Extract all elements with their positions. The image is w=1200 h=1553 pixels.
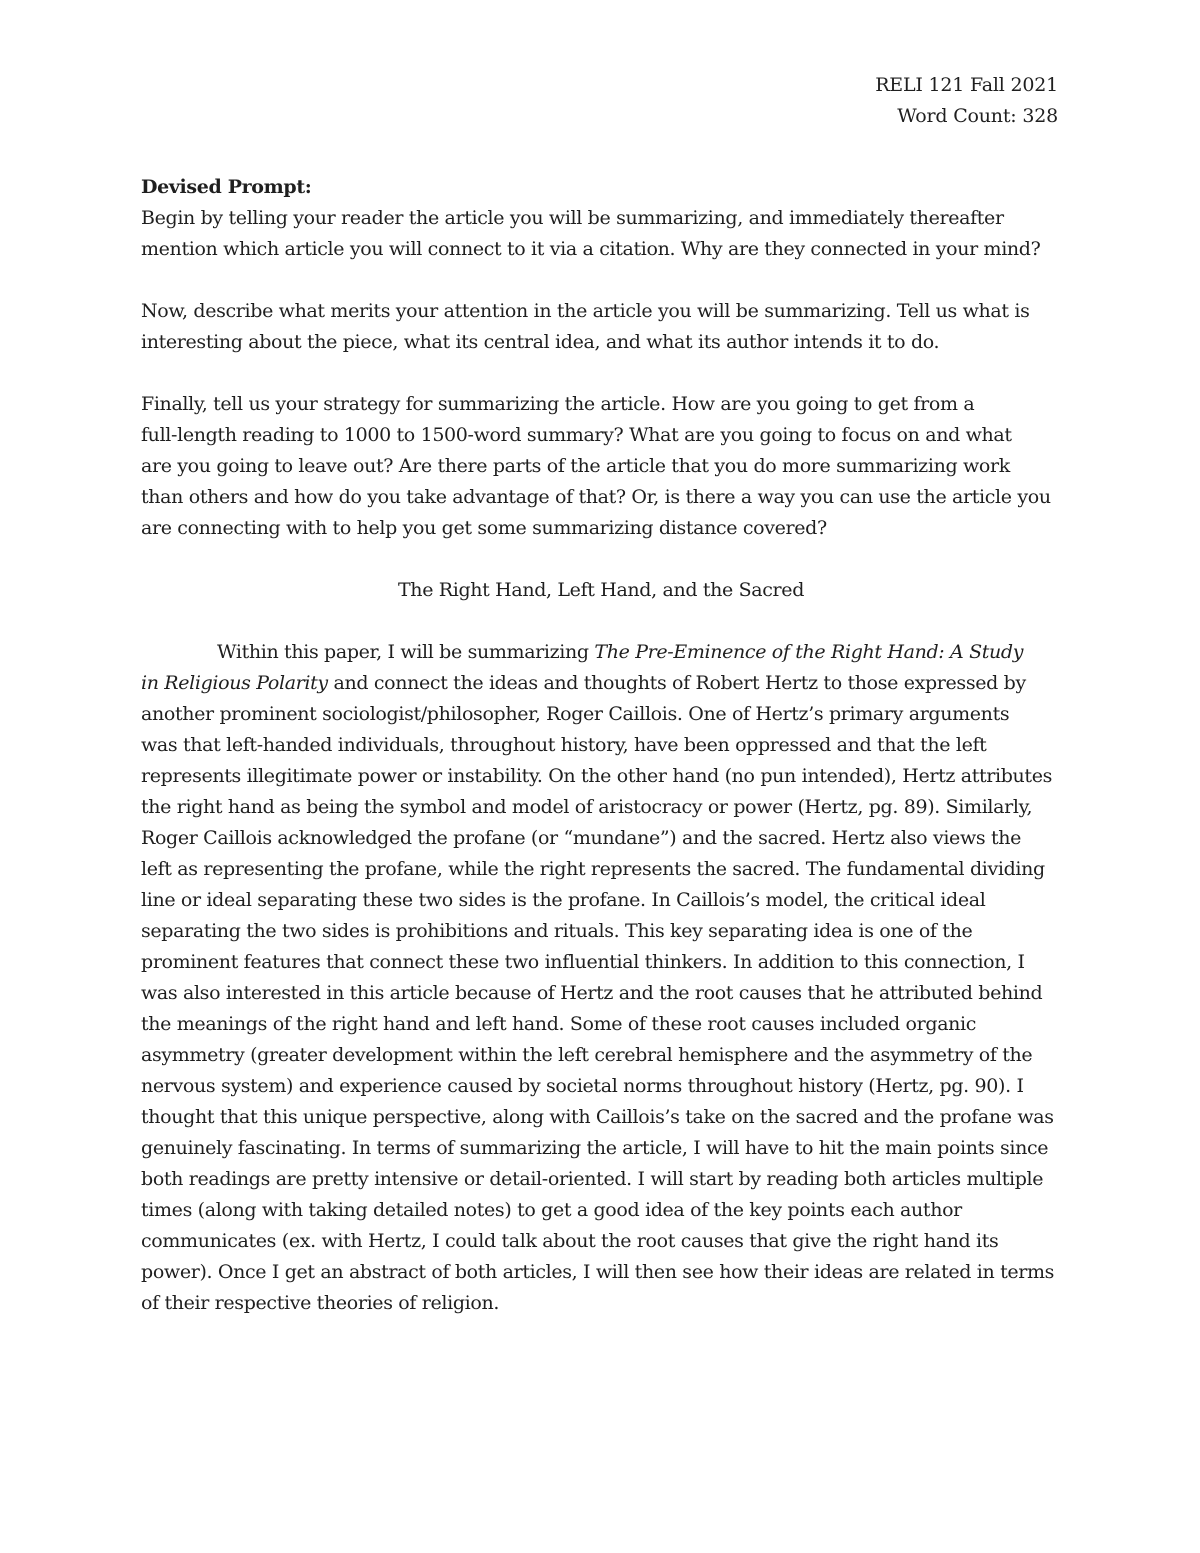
essay-line: genuinely fascinating. In terms of summarizing the article, I will have to hit the main points since [141, 1137, 1049, 1159]
essay-line: represents illegitimate power or instability. On the other hand (no pun intended), Hertz attributes [141, 765, 1052, 787]
essay-line: the meanings of the right hand and left hand. Some of these root causes included organic [141, 1013, 977, 1035]
prompt-line: Now, describe what merits your attention in the article you will be summarizing. Tell us what is [141, 300, 1030, 322]
essay-first-line [141, 637, 1061, 668]
essay-line: thought that this unique perspective, along with Caillois’s take on the sacred and the profane was [141, 1106, 1054, 1128]
prompt-paragraph-1 [141, 203, 1061, 265]
essay-line: line or ideal separating these two sides is the profane. In Caillois’s model, the critical ideal [141, 889, 986, 911]
essay-line: both readings are pretty intensive or detail-oriented. I will start by reading both articles multiple [141, 1168, 1044, 1190]
essay-line: Roger Caillois acknowledged the profane (or “mundane”) and the sacred. Hertz also views the [141, 827, 1022, 849]
essay-line: communicates (ex. with Hertz, I could talk about the root causes that give the right hand its [141, 1230, 999, 1252]
prompt-heading: Devised Prompt: [141, 176, 312, 198]
paragraph-gap [141, 544, 1061, 575]
prompt-line: than others and how do you take advantage of that? Or, is there a way you can use the article you [141, 486, 1051, 508]
essay-line: was that left-handed individuals, throughout history, have been oppressed and that the left [141, 734, 987, 756]
word-count: Word Count: 328 [897, 105, 1058, 127]
essay-line: power). Once I get an abstract of both articles, I will then see how their ideas are related in terms [141, 1261, 1055, 1283]
essay-line: left as representing the profane, while the right represents the sacred. The fundamental dividing [141, 858, 1045, 880]
prompt-line: full-length reading to 1000 to 1500-word summary? What are you going to focus on and what [141, 424, 1012, 446]
prompt-line: Begin by telling your reader the article you will be summarizing, and immediately thereafter [141, 207, 1004, 229]
cited-article-title: The Pre-Eminence of the Right Hand: A Study [594, 641, 1024, 663]
essay-intro-text: Within this paper, I will be summarizing [217, 641, 595, 663]
essay-line: separating the two sides is prohibitions and rituals. This key separating idea is one of the [141, 920, 973, 942]
essay-line: another prominent sociologist/philosopher, Roger Caillois. One of Hertz’s primary arguments [141, 703, 1010, 725]
essay-line: of their respective theories of religion. [141, 1292, 500, 1314]
paragraph-gap [141, 358, 1061, 389]
prompt-paragraph-3 [141, 389, 1061, 544]
document-body [141, 172, 1061, 1319]
paragraph-gap [141, 606, 1061, 637]
prompt-line: are connecting with to help you get some summarizing distance covered? [141, 517, 827, 539]
essay-lines [141, 699, 1061, 1319]
prompt-paragraph-2 [141, 296, 1061, 358]
essay-line: the right hand as being the symbol and model of aristocracy or power (Hertz, pg. 89). Similarly, [141, 796, 1033, 818]
essay-after-title: and connect the ideas and thoughts of Robert Hertz to those expressed by [327, 672, 1026, 694]
document-header [875, 70, 1058, 132]
prompt-line: Finally, tell us your strategy for summarizing the article. How are you going to get from a [141, 393, 975, 415]
cited-article-title-cont: in Religious Polarity [141, 672, 328, 694]
paragraph-gap [141, 265, 1061, 296]
essay-line: times (along with taking detailed notes) to get a good idea of the key points each author [141, 1199, 962, 1221]
essay-line: prominent features that connect these two influential thinkers. In addition to this connection, I [141, 951, 1025, 973]
course-label: RELI 121 Fall 2021 [875, 74, 1058, 96]
prompt-line: mention which article you will connect to it via a citation. Why are they connected in your mind? [141, 238, 1041, 260]
essay-paragraph [141, 637, 1061, 1319]
essay-second-line [141, 668, 1061, 699]
prompt-line: interesting about the piece, what its central idea, and what its author intends it to do. [141, 331, 940, 353]
essay-line: nervous system) and experience caused by societal norms throughout history (Hertz, pg. 90). I [141, 1075, 1024, 1097]
essay-line: was also interested in this article because of Hertz and the root causes that he attributed behind [141, 982, 1043, 1004]
prompt-line: are you going to leave out? Are there parts of the article that you do more summarizing work [141, 455, 1010, 477]
essay-title: The Right Hand, Left Hand, and the Sacred [397, 579, 805, 601]
essay-line: asymmetry (greater development within the left cerebral hemisphere and the asymmetry of the [141, 1044, 1033, 1066]
